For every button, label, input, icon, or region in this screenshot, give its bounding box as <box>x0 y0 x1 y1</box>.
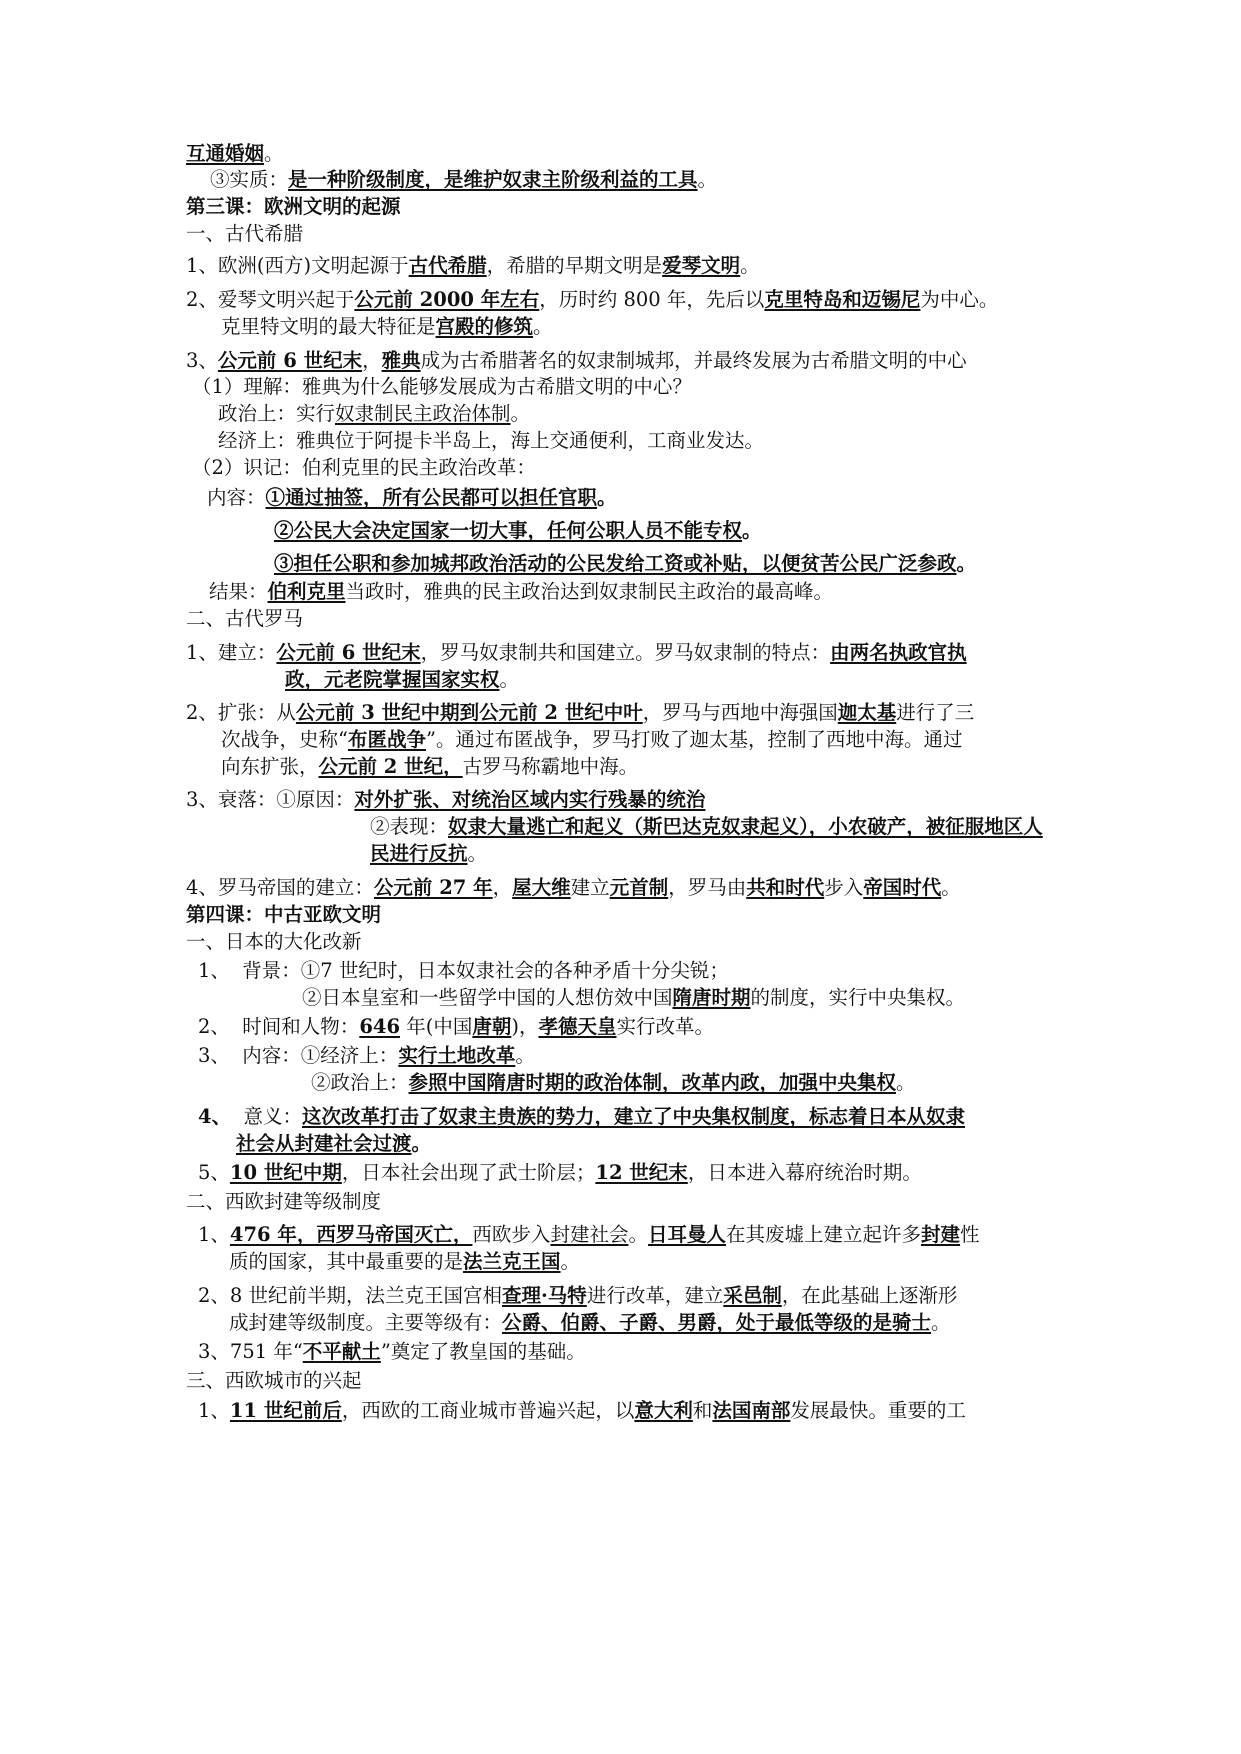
text-run: 1、欧洲(西方)文明起源于 <box>186 254 409 277</box>
text-line <box>218 401 530 427</box>
text-line <box>186 606 303 632</box>
text-run: 次战争，史称“ <box>221 728 348 751</box>
text-run: 发展最快。重要的工 <box>790 1399 966 1422</box>
text-run: 经济上：雅典位于阿提卡半岛上，海上交通便利，工商业发达。 <box>218 429 765 452</box>
text-run: ②表现： <box>370 815 449 838</box>
text-line <box>186 348 967 374</box>
text-run: 646 <box>359 1015 401 1038</box>
text-line <box>198 1014 714 1040</box>
text-run: 。 <box>896 1071 916 1094</box>
text-run: ②公民大会决定国家一切大事，任何公职人员不能专权 <box>274 519 743 542</box>
text-run: 。 <box>560 1250 581 1273</box>
text-line <box>186 875 961 901</box>
text-line <box>210 167 717 193</box>
text-run: 意大利 <box>634 1399 693 1422</box>
text-run: 1、 <box>198 1223 230 1246</box>
text-run: 。 <box>510 402 531 425</box>
text-run: 民进行反抗 <box>370 842 468 865</box>
text-run: ”。通过布匿战争，罗马打败了迦太基，控制了西地中海。通过 <box>426 728 963 751</box>
text-run: 法国南部 <box>712 1399 791 1422</box>
text-line <box>198 1104 965 1130</box>
text-run: ， <box>362 349 382 372</box>
text-run: ，日本进入幕府统治时期。 <box>687 1161 922 1184</box>
text-line <box>218 428 764 454</box>
text-run: 伯利克里 <box>267 580 346 603</box>
text-line <box>198 1222 980 1248</box>
text-run: 质的国家，其中最重要的是 <box>229 1250 464 1273</box>
text-line <box>236 1131 431 1157</box>
text-line <box>370 814 1043 840</box>
text-line <box>198 1043 535 1069</box>
text-run: 4、罗马帝国的建立： <box>186 876 374 899</box>
text-line <box>311 1070 916 1096</box>
text-run: ， <box>492 876 513 899</box>
text-run: 二、西欧封建等级制度 <box>186 1190 382 1213</box>
text-run: 。 <box>742 519 762 542</box>
text-run: 3、 <box>186 349 218 372</box>
text-run: 步入 <box>824 876 864 899</box>
text-run: 。 <box>697 168 718 191</box>
text-line <box>186 929 362 955</box>
text-run: 西欧步入 <box>472 1223 551 1246</box>
text-run: 布匿战争 <box>347 728 426 751</box>
text-run: 。 <box>515 1044 535 1067</box>
text-run: 进行改革，建立 <box>586 1284 724 1307</box>
text-run: 的制度，实行中央集权。 <box>750 986 966 1009</box>
text-run: 第四课：中古亚欧文明 <box>186 903 382 926</box>
text-line <box>198 1398 966 1424</box>
text-run: 一、日本的大化改新 <box>186 930 362 953</box>
text-run: 结果： <box>209 580 268 603</box>
text-run: 11 世纪前后 <box>229 1399 342 1422</box>
text-run: 公爵、伯爵、子爵、男爵，处于最低等级的是骑士 <box>502 1311 932 1334</box>
text-line <box>186 221 303 247</box>
text-run: 向东扩张， <box>221 755 319 778</box>
text-run: ，罗马由 <box>668 876 747 899</box>
text-run: 1、建立： <box>186 641 277 664</box>
text-line <box>274 551 976 577</box>
text-run: 实行改革。 <box>616 1015 714 1038</box>
text-line <box>186 1368 362 1394</box>
text-run: 公元前 6 世纪末 <box>217 349 363 372</box>
text-run: 在其废墟上建立起许多 <box>725 1223 921 1246</box>
text-line <box>186 902 381 928</box>
text-run: 法兰克王国 <box>463 1250 561 1273</box>
text-line <box>302 985 965 1011</box>
text-run: 孝德天皇 <box>538 1015 617 1038</box>
text-run: 共和时代 <box>746 876 825 899</box>
text-run: 2、爱琴文明兴起于 <box>186 288 355 311</box>
text-run: 。 <box>264 142 284 165</box>
text-run: ①通过抽签，所有公民都可以担任官职 <box>265 486 598 509</box>
text-run: 。 <box>499 668 520 691</box>
text-line <box>186 194 401 220</box>
text-line <box>274 518 762 544</box>
text-run: 2、 时间和人物： <box>198 1015 360 1038</box>
text-run: ，在此基础上逐渐形 <box>781 1284 958 1307</box>
text-line <box>186 141 284 167</box>
text-run: )， <box>511 1015 539 1038</box>
text-run: 。 <box>411 1132 432 1155</box>
text-line <box>192 374 692 400</box>
text-run: 。 <box>597 486 617 509</box>
text-run: 为中心。 <box>920 288 999 311</box>
text-line <box>221 754 638 780</box>
text-run: 社会从封建社会过渡 <box>236 1132 412 1155</box>
text-run: 1、 <box>198 1399 230 1422</box>
text-line <box>198 958 729 984</box>
text-run: 对外扩张、对统治区域内实行残暴的统治 <box>354 788 706 811</box>
text-run: 屋大维 <box>512 876 571 899</box>
text-run: 公元前 2000 年左右 <box>354 288 540 311</box>
text-run: 这次改革打击了奴隶主贵族的势力，建立了中央集权制度，标志着日本从奴隶 <box>301 1105 965 1128</box>
text-run: ，日本社会出现了武士阶层； <box>341 1161 596 1184</box>
text-line <box>186 787 705 813</box>
text-run: ”奠定了教皇国的基础。 <box>380 1340 586 1363</box>
text-run: 2、扩张：从 <box>186 701 296 724</box>
text-run: 476 年，西罗马帝国灭亡， <box>229 1223 473 1246</box>
text-run: 3、衰落：①原因： <box>186 788 355 811</box>
text-run: 公元前 3 世纪中期到公元前 2 世纪中叶 <box>295 701 643 724</box>
text-run: 查理·马特 <box>502 1284 587 1307</box>
text-run: 当政时，雅典的民主政治达到奴隶制民主政治的最高峰。 <box>345 580 834 603</box>
text-line <box>198 1339 586 1365</box>
text-line <box>209 579 833 605</box>
text-run: 4、 <box>198 1105 232 1128</box>
text-line <box>186 700 974 726</box>
text-line <box>207 485 617 511</box>
text-line <box>198 1160 922 1186</box>
text-run: 性 <box>960 1223 980 1246</box>
text-run: 唐朝 <box>472 1015 512 1038</box>
text-line <box>229 1310 951 1336</box>
text-run: 不平献土 <box>302 1340 381 1363</box>
text-run: 第三课：欧洲文明的起源 <box>186 195 401 218</box>
text-run: ②日本皇室和一些留学中国的人想仿效中国 <box>302 986 673 1009</box>
text-run: 一、古代希腊 <box>186 222 304 245</box>
text-line <box>192 455 536 481</box>
text-run: 二、古代罗马 <box>186 607 304 630</box>
text-line <box>198 1283 957 1309</box>
text-run: 克里特岛和迈锡尼 <box>764 288 921 311</box>
text-run: 古罗马称霸地中海。 <box>462 755 639 778</box>
text-run: 。 <box>467 842 488 865</box>
text-run: 帝国时代 <box>863 876 942 899</box>
text-run: 。 <box>533 315 553 338</box>
text-line <box>229 1249 580 1275</box>
text-run: 政，元老院掌握国家实权 <box>285 668 500 691</box>
text-run: 迦太基 <box>837 701 897 724</box>
text-run: 意义： <box>231 1105 302 1128</box>
text-run: 三、西欧城市的兴起 <box>186 1369 362 1392</box>
text-run: ，历时约 800 年，先后以 <box>539 288 765 311</box>
text-run: 10 世纪中期 <box>229 1161 342 1184</box>
text-line <box>186 1189 381 1215</box>
text-run: ③担任公职和参加城邦政治活动的公民发给工资或补贴，以便贫苦公民广泛参政 <box>274 552 957 575</box>
text-run: ，罗马奴隶制共和国建立。罗马奴隶制的特点： <box>420 641 831 664</box>
text-line <box>186 287 998 313</box>
text-run: 采邑制 <box>723 1284 782 1307</box>
text-run: 内容： <box>207 486 266 509</box>
text-run: 古代希腊 <box>408 254 487 277</box>
text-run: 3、 内容：①经济上： <box>198 1044 399 1067</box>
text-line <box>221 727 962 753</box>
text-run: 参照中国隋唐时期的政治体制，改革内政，加强中央集权 <box>408 1071 897 1094</box>
text-run: 3、751 年“ <box>198 1340 303 1363</box>
text-run: 公元前 27 年 <box>373 876 493 899</box>
text-run: ③实质： <box>210 168 289 191</box>
text-run: ②政治上： <box>311 1071 409 1094</box>
text-line <box>186 253 760 279</box>
text-run: 12 世纪末 <box>595 1161 688 1184</box>
text-run: 封建社会 <box>550 1223 629 1246</box>
text-line <box>186 640 967 666</box>
text-run: 政治上：实行 <box>218 402 336 425</box>
text-run: 克里特文明的最大特征是 <box>221 315 436 338</box>
text-run: 。 <box>956 552 977 575</box>
text-run: 是一种阶级制度，是维护奴隶主阶级利益的工具 <box>288 168 698 191</box>
text-run: （1）理解：雅典为什么能够发展成为古希腊文明的中心？ <box>192 375 692 398</box>
text-run: 年(中国 <box>400 1015 473 1038</box>
text-run: 实行土地改革 <box>398 1044 516 1067</box>
text-run: 爱琴文明 <box>662 254 741 277</box>
text-run: ，西欧的工商业城市普遍兴起，以 <box>341 1399 635 1422</box>
text-run: 。 <box>931 1311 951 1334</box>
text-run: 成封建等级制度。主要等级有： <box>229 1311 503 1334</box>
text-run: 封建 <box>921 1223 961 1246</box>
text-run: 进行了三 <box>896 701 975 724</box>
text-run: 。 <box>628 1223 648 1246</box>
text-run: 奴隶制民主政治体制 <box>335 402 511 425</box>
text-run: 公元前 6 世纪末 <box>276 641 421 664</box>
text-run: 元首制 <box>609 876 669 899</box>
text-run: 日耳曼人 <box>647 1223 726 1246</box>
text-run: （2）识记：伯利克里的民主政治改革： <box>192 456 536 479</box>
text-run: 。 <box>740 254 760 277</box>
text-line <box>285 667 519 693</box>
text-run: 。 <box>941 876 961 899</box>
text-run: 雅典 <box>381 349 421 372</box>
text-line <box>370 841 487 867</box>
text-run: 隋唐时期 <box>672 986 751 1009</box>
text-run: 公元前 2 世纪， <box>318 755 463 778</box>
text-run: 建立 <box>570 876 610 899</box>
text-run: ，希腊的早期文明是 <box>486 254 663 277</box>
text-run: 由两名执政官执 <box>830 641 967 664</box>
text-run: 成为古希腊著名的奴隶制城邦，并最终发展为古希腊文明的中心 <box>420 349 967 372</box>
text-run: 奴隶大量逃亡和起义（斯巴达克奴隶起义），小农破产，被征服地区人 <box>448 815 1043 838</box>
text-run: 互通婚姻 <box>186 142 265 165</box>
text-line <box>221 314 553 340</box>
text-run: 2、8 世纪前半期，法兰克王国宫相 <box>198 1284 503 1307</box>
text-run: 宫殿的修筑 <box>435 315 534 338</box>
text-run: 和 <box>692 1399 713 1422</box>
text-run: 5、 <box>198 1161 230 1184</box>
text-run: ，罗马与西地中海强国 <box>642 701 838 724</box>
text-run: 1、 背景：①7 世纪时，日本奴隶社会的各种矛盾十分尖锐； <box>198 959 729 982</box>
